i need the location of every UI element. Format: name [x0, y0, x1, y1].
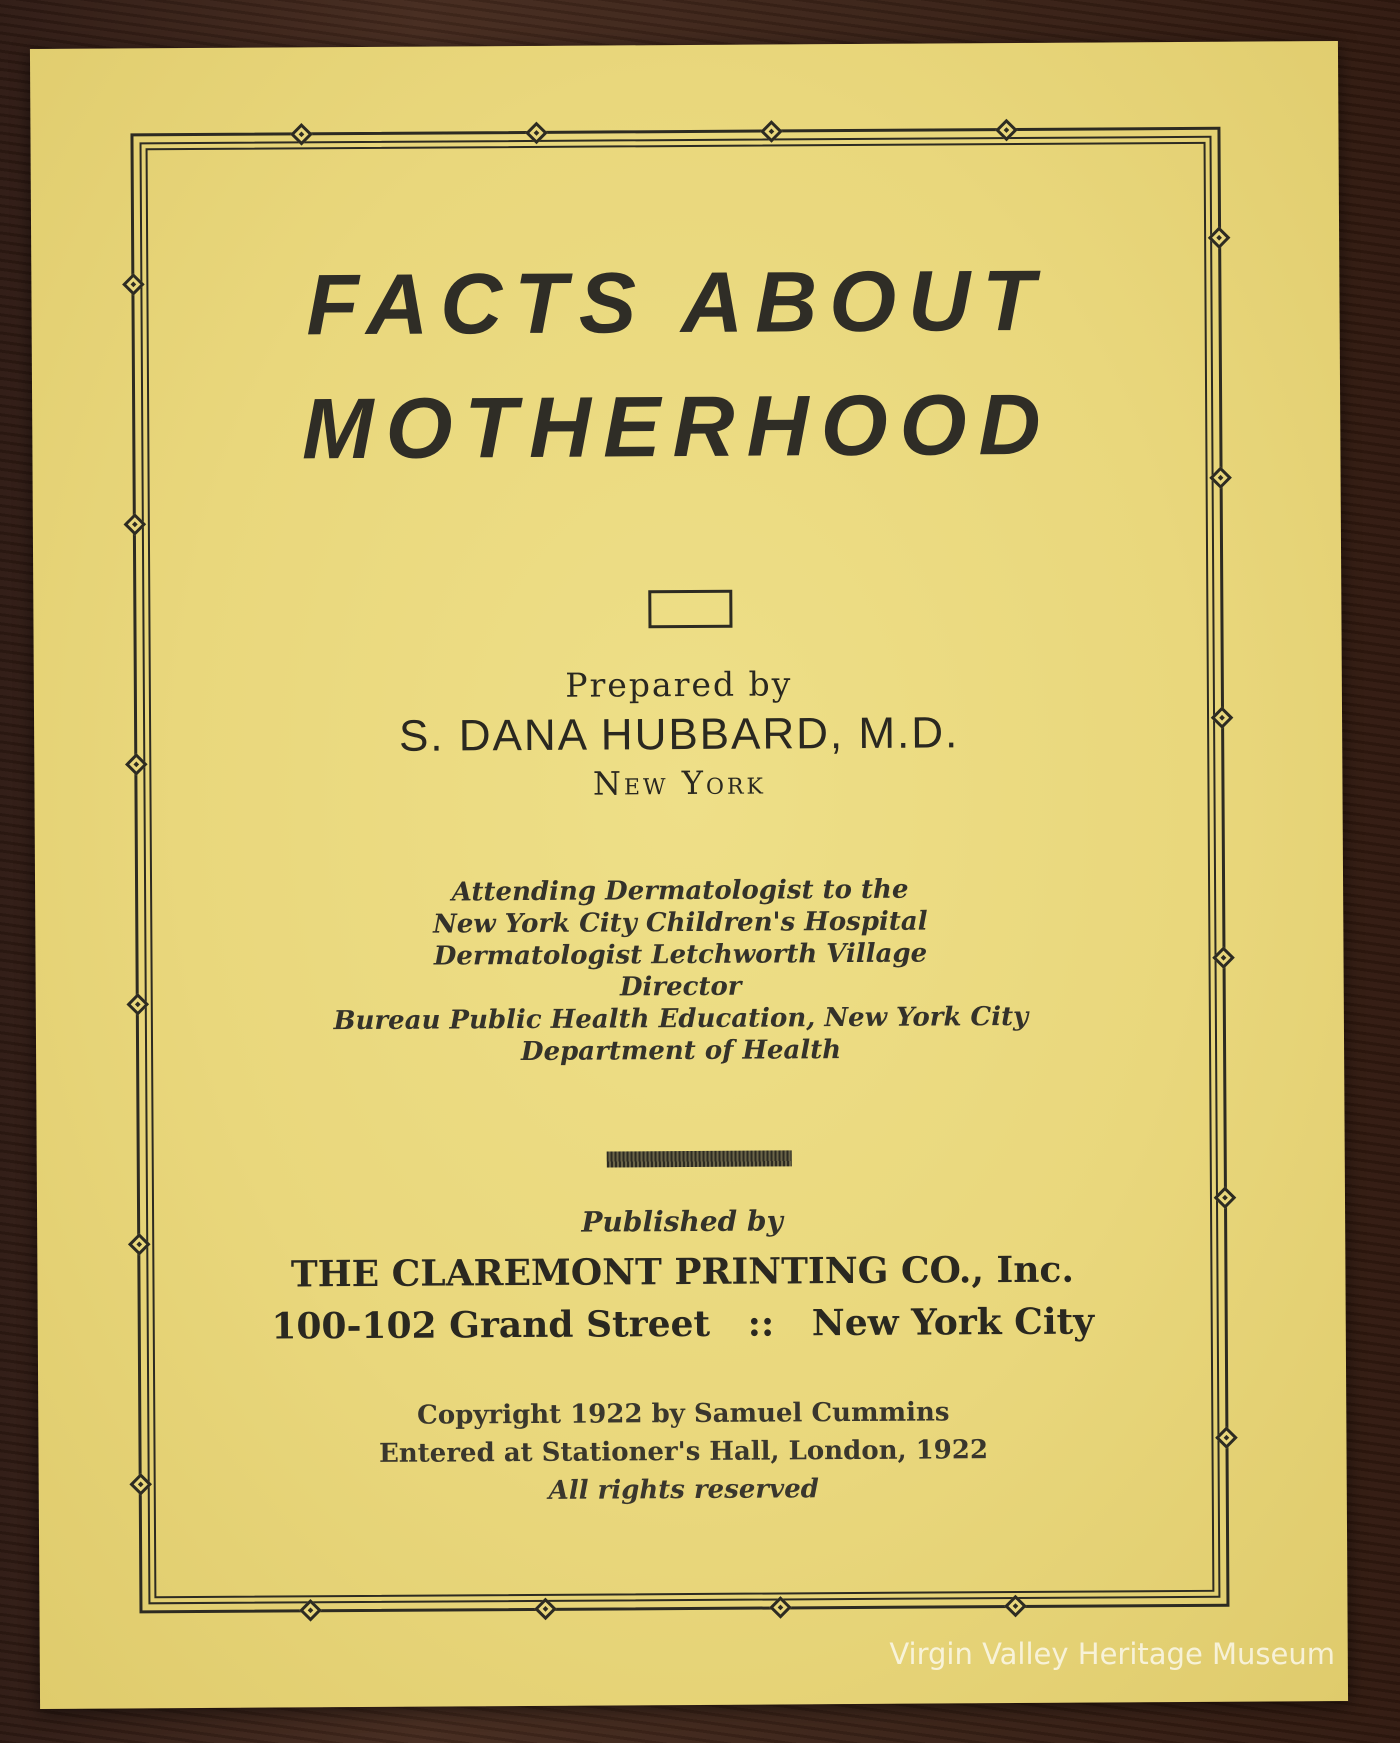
- copyright-line: Copyright 1922 by Samuel Cummins: [417, 1397, 950, 1431]
- border-ornament-icon: [299, 1599, 322, 1622]
- title-line-2: MOTHERHOOD: [301, 376, 1053, 478]
- author-city: New York: [592, 763, 767, 803]
- author-block: [134, 662, 1225, 806]
- rights-reserved-line: All rights reserved: [548, 1474, 819, 1506]
- border-ornament-icon: [525, 122, 548, 145]
- decorative-box: [648, 590, 732, 629]
- publisher-address: 100-102 Grand Street :: New York City: [271, 1300, 1095, 1348]
- border-ornament-icon: [760, 120, 783, 143]
- border-ornament-icon: [124, 513, 147, 536]
- credential-line: New York City Children's Hospital: [432, 906, 928, 940]
- credential-line: Department of Health: [520, 1035, 842, 1068]
- ornamental-divider: [607, 1150, 792, 1167]
- published-by-label: Published by: [581, 1204, 783, 1239]
- border-ornament-icon: [995, 119, 1018, 142]
- credential-line: Bureau Public Health Education, New York City: [333, 1001, 1029, 1037]
- credential-line: Attending Dermatologist to the: [451, 874, 909, 908]
- border-ornament-icon: [534, 1598, 557, 1621]
- prepared-by-label: Prepared by: [565, 664, 793, 705]
- credential-line: Director: [619, 971, 742, 1003]
- booklet-cover: [30, 41, 1348, 1709]
- credentials-block: [135, 872, 1226, 1071]
- border-ornament-icon: [1004, 1595, 1027, 1618]
- border-ornament-icon: [290, 123, 313, 146]
- copyright-block: [138, 1392, 1229, 1513]
- border-ornament-icon: [769, 1596, 792, 1619]
- title-line-1: FACTS ABOUT: [306, 252, 1047, 354]
- publisher-block: [137, 1202, 1228, 1354]
- border-ornament-icon: [1209, 466, 1232, 489]
- copyright-line: Entered at Stationer's Hall, London, 1922: [378, 1435, 989, 1469]
- border-ornament-icon: [1208, 226, 1231, 249]
- publisher-name: THE CLAREMONT PRINTING CO., Inc.: [290, 1248, 1075, 1296]
- museum-watermark: Virgin Valley Heritage Museum: [889, 1637, 1335, 1671]
- author-name: S. DANA HUBBARD, M.D.: [398, 708, 960, 761]
- credential-line: Dermatologist Letchworth Village: [433, 938, 928, 972]
- title-block: [131, 252, 1222, 478]
